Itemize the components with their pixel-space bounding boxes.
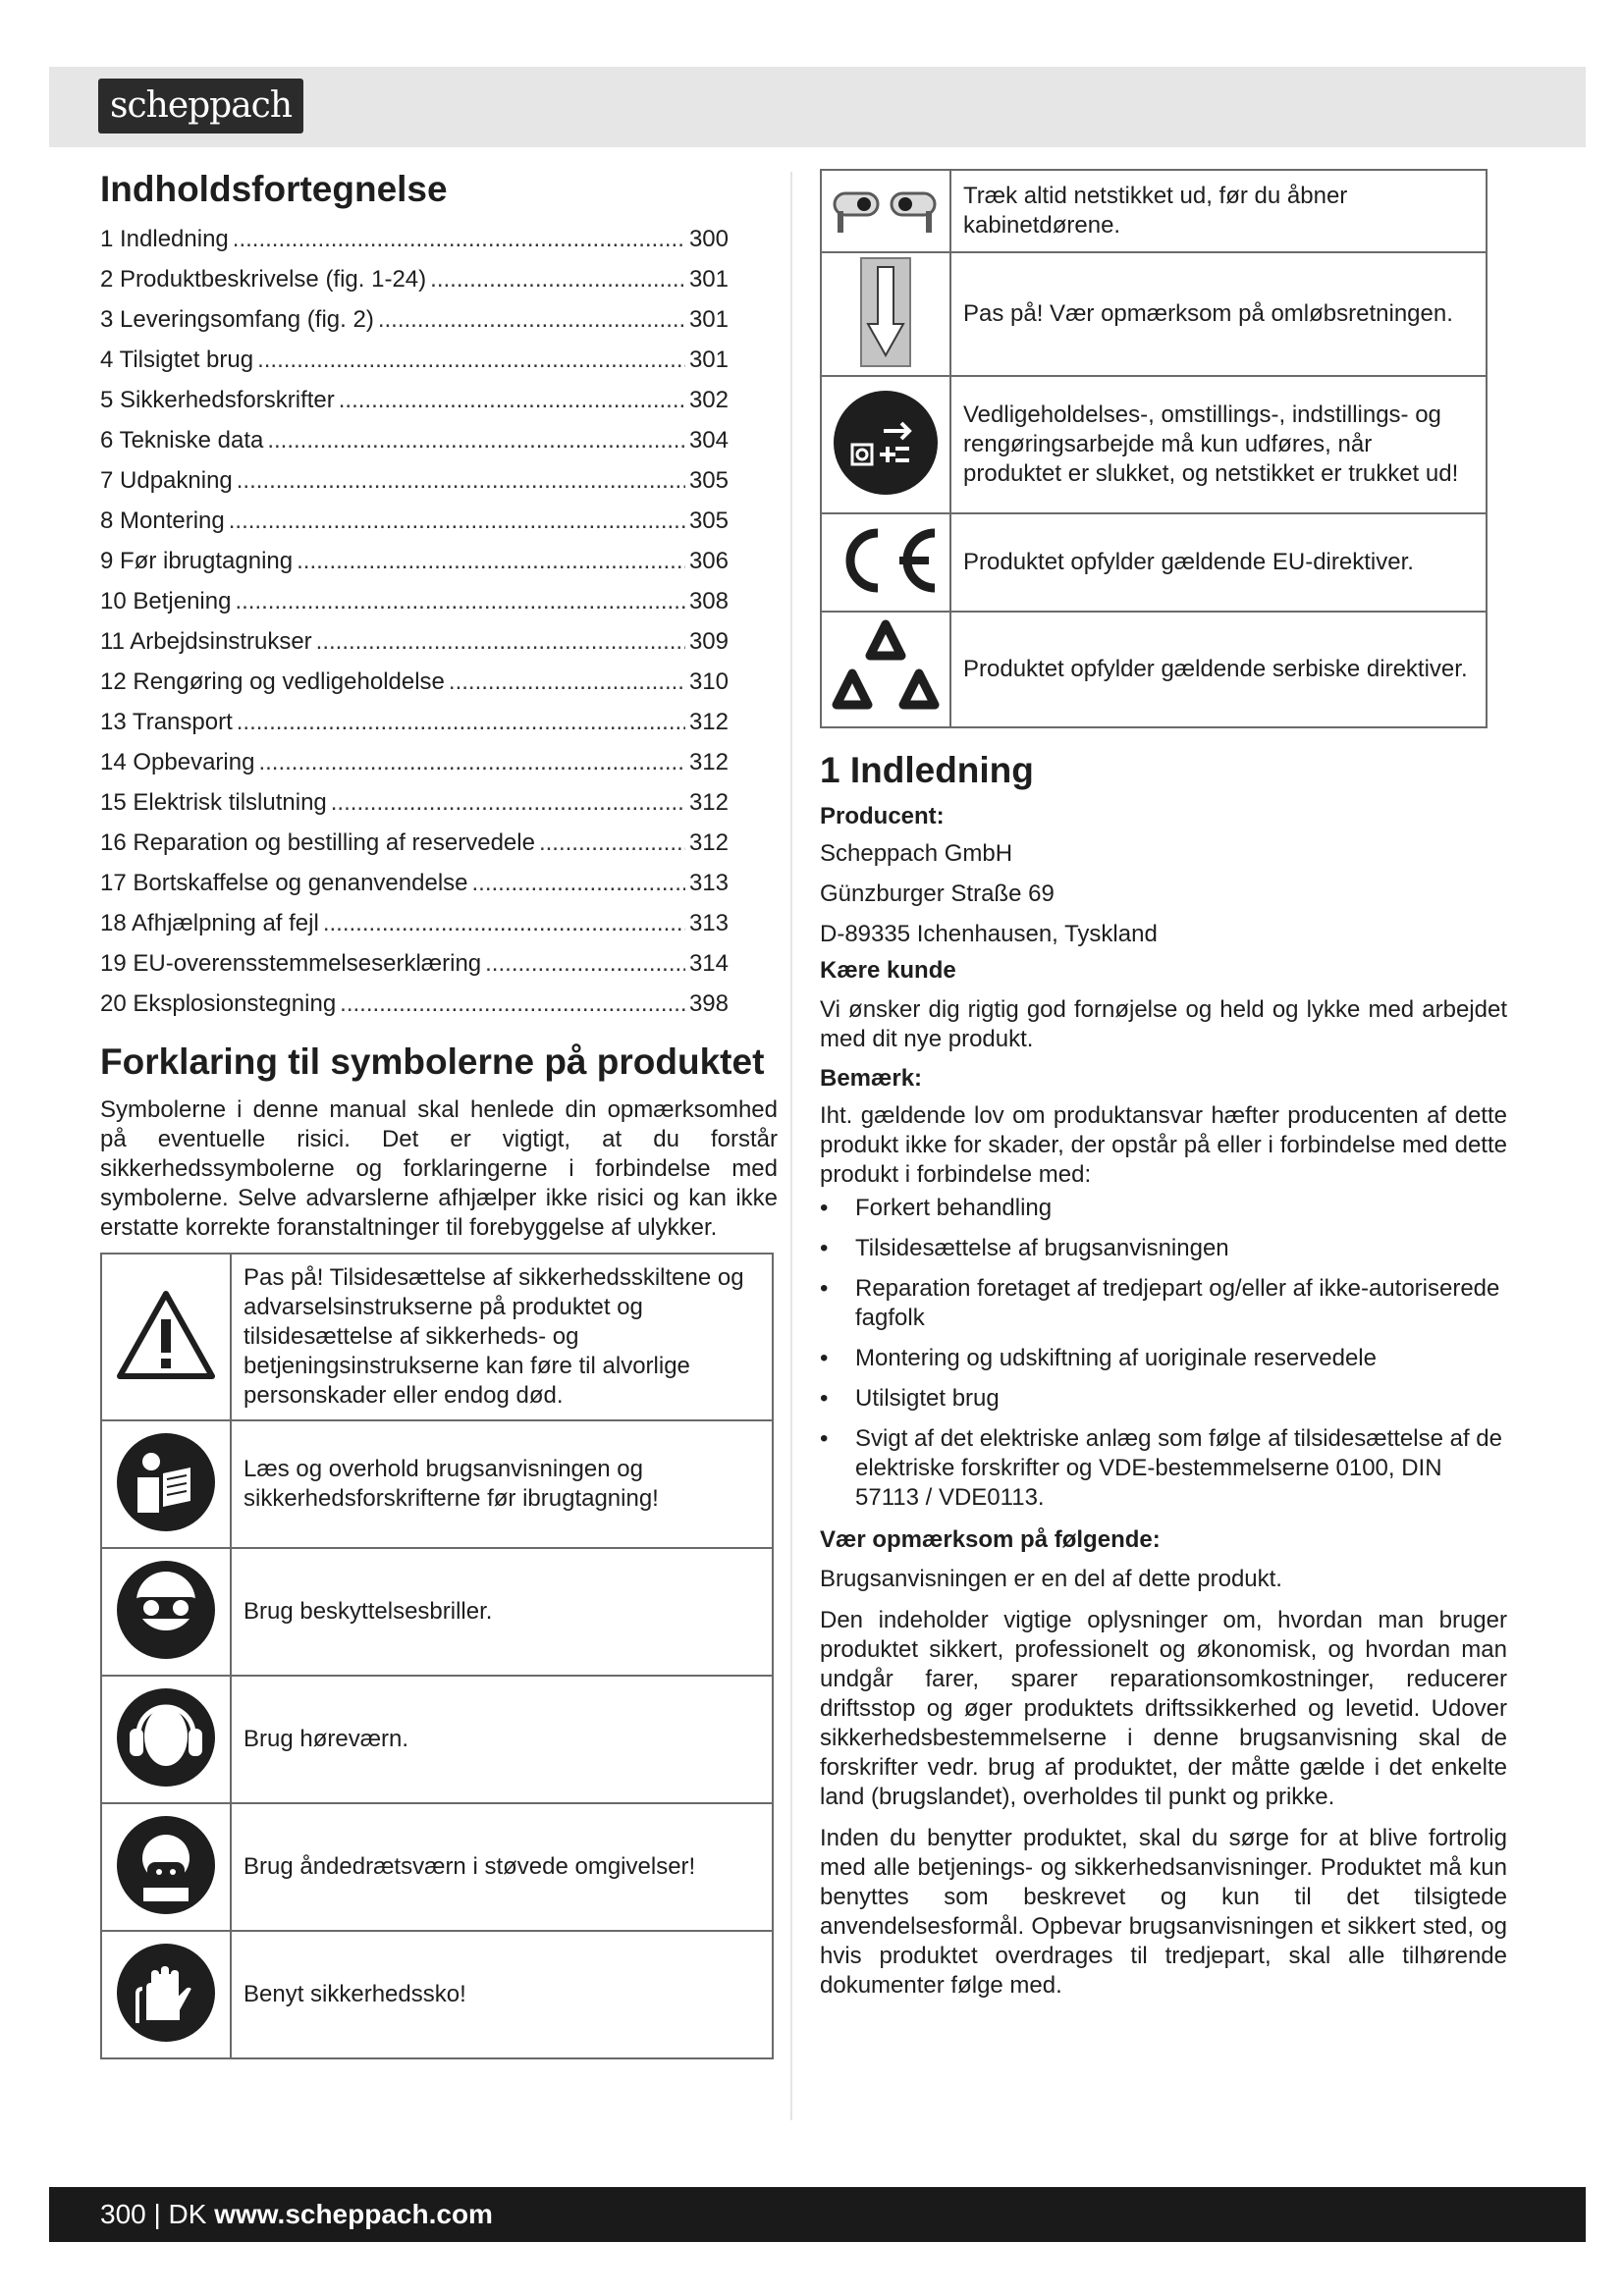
dear-customer-label: Kære kunde bbox=[820, 957, 956, 985]
list-item: • Reparation foretaget af tredjepart og/eller af ikke-autoriserede fagfolk bbox=[820, 1274, 1507, 1333]
toc-item[interactable]: 7 Udpakning ..... 305 bbox=[100, 460, 729, 501]
symbol-row bbox=[821, 513, 1487, 612]
direction-arrow-icon bbox=[860, 257, 911, 367]
ear-protection-icon bbox=[114, 1685, 218, 1789]
toc-item[interactable]: 20 Eksplosionstegning ..... 398 bbox=[100, 984, 729, 1024]
toc-item[interactable]: 16 Reparation og bestilling af reservedele ..... 312 bbox=[100, 823, 729, 863]
maintenance-unplug-icon bbox=[831, 388, 941, 498]
list-item: • Forkert behandling bbox=[820, 1194, 1507, 1223]
column-divider bbox=[790, 172, 792, 2120]
page-info: 300 | DK bbox=[100, 2199, 207, 2229]
symbols-table-left bbox=[100, 1253, 774, 2059]
producer-line: Günzburger Straße 69 bbox=[820, 881, 1055, 908]
read-manual-icon bbox=[114, 1430, 218, 1534]
unplug-icon bbox=[827, 174, 945, 244]
symbol-row bbox=[821, 612, 1487, 727]
toc-item[interactable]: 13 Transport ..... 312 bbox=[100, 702, 729, 742]
symbols-intro: Symbolerne i denne manual skal henlede din opmærksomhed på eventuelle risici. Det er vigtigt, at du forstår sikkerhedssymbolerne og forklaringerne i forbindelse med symbolerne. Selve advarslerne afhjælper ikke risici og kan ikke erstatte korrekte foranstaltninger til forebyggelse af ulykker. bbox=[100, 1096, 778, 1242]
website-link[interactable]: www.scheppach.com bbox=[214, 2199, 493, 2229]
symbol-row bbox=[821, 170, 1487, 252]
toc-item[interactable]: 5 Sikkerhedsforskrifter ..... 302 bbox=[100, 380, 729, 420]
producer-line: D-89335 Ichenhausen, Tyskland bbox=[820, 921, 1158, 948]
symbol-text: Brug høreværn. bbox=[231, 1676, 773, 1803]
symbol-row bbox=[101, 1254, 773, 1420]
symbol-text: Læs og overhold brugsanvisningen og sikkerhedsforskrifterne før ibrugtagning! bbox=[231, 1420, 773, 1548]
table-of-contents bbox=[100, 219, 778, 1024]
scheppach-logo: scheppach bbox=[98, 79, 303, 133]
toc-item[interactable]: 10 Betjening ..... 308 bbox=[100, 581, 729, 621]
ce-mark-icon bbox=[829, 523, 943, 598]
toc-item[interactable]: 14 Opbevaring ..... 312 bbox=[100, 742, 729, 782]
symbol-row bbox=[101, 1676, 773, 1803]
symbol-row bbox=[101, 1548, 773, 1676]
symbols-table-right bbox=[820, 169, 1488, 728]
toc-item[interactable]: 8 Montering ..... 305 bbox=[100, 501, 729, 541]
symbol-row bbox=[101, 1803, 773, 1931]
symbol-text: Benyt sikkerhedssko! bbox=[231, 1931, 773, 2058]
respirator-icon bbox=[114, 1813, 218, 1917]
symbols-title: Forklaring til symbolerne på produktet bbox=[100, 1041, 765, 1083]
intro-title: 1 Indledning bbox=[820, 750, 1034, 790]
toc-item[interactable]: 2 Produktbeskrivelse (fig. 1-24) ..... 301 bbox=[100, 259, 729, 299]
symbol-row bbox=[101, 1931, 773, 2058]
warning-triangle-icon bbox=[117, 1290, 215, 1380]
toc-item[interactable]: 12 Rengøring og vedligeholdelse ..... 310 bbox=[100, 662, 729, 702]
dear-customer-text: Vi ønsker dig rigtig god fornøjelse og held og lykke med arbejdet med dit nye produkt. bbox=[820, 996, 1507, 1053]
producer-label: Producent: bbox=[820, 803, 945, 830]
symbol-row bbox=[821, 376, 1487, 513]
liability-list bbox=[820, 1194, 1507, 1513]
note-text: Iht. gældende lov om produktansvar hæfter producenten af dette produkt ikke for skader, der opstår på eller i forbindelse med dette produkt i forbindelse med: bbox=[820, 1102, 1507, 1189]
list-item: • Montering og udskiftning af uoriginale reservedele bbox=[820, 1344, 1507, 1373]
toc-item[interactable]: 19 EU-overensstemmelseserklæring ..... 314 bbox=[100, 943, 729, 984]
manual-paragraph: Inden du benytter produktet, skal du sørge for at blive fortrolig med alle betjenings- og sikkerhedsanvisninger. Produktet må kun benyttes som beskrevet og kun til det tilsigtede anvendelsesformål. Opbevar brugsanvisningen et sikkert sted, og hvis produktet overdrages til tredjepart, skal alle tilhørende dokumenter følge med. bbox=[820, 1825, 1507, 2000]
symbol-row bbox=[101, 1420, 773, 1548]
toc-item[interactable]: 18 Afhjælpning af fejl ..... 313 bbox=[100, 903, 729, 943]
producer-line: Scheppach GmbH bbox=[820, 840, 1013, 868]
manual-paragraph: Brugsanvisningen er en del af dette produkt. bbox=[820, 1566, 1282, 1593]
page-footer bbox=[49, 2187, 1586, 2242]
toc-item[interactable]: 6 Tekniske data ..... 304 bbox=[100, 420, 729, 460]
attention-label: Vær opmærksom på følgende: bbox=[820, 1526, 1161, 1554]
list-item: • Utilsigtet brug bbox=[820, 1384, 1507, 1414]
safety-gloves-icon bbox=[114, 1941, 218, 2045]
symbol-text: Træk altid netstikket ud, før du åbner kabinetdørene. bbox=[950, 170, 1487, 252]
toc-title: Indholdsfortegnelse bbox=[100, 169, 448, 209]
symbol-row bbox=[821, 252, 1487, 376]
symbol-text: Produktet opfylder gældende serbiske direktiver. bbox=[950, 612, 1487, 727]
symbol-text: Pas på! Vær opmærksom på omløbsretningen. bbox=[950, 252, 1487, 376]
safety-goggles-icon bbox=[114, 1558, 218, 1662]
list-item: • Tilsidesættelse af brugsanvisningen bbox=[820, 1234, 1507, 1263]
toc-item[interactable]: 4 Tilsigtet brug ..... 301 bbox=[100, 340, 729, 380]
toc-item[interactable]: 15 Elektrisk tilslutning ..... 312 bbox=[100, 782, 729, 823]
symbol-text: Vedligeholdelses-, omstillings-, indstillings- og rengøringsarbejde må kun udføres, når produktet er slukket, og netstikket er trukket ud! bbox=[950, 376, 1487, 513]
toc-item[interactable]: 9 Før ibrugtagning ..... 306 bbox=[100, 541, 729, 581]
toc-item[interactable]: 11 Arbejdsinstrukser ..... 309 bbox=[100, 621, 729, 662]
manual-paragraph: Den indeholder vigtige oplysninger om, hvordan man bruger produktet sikkert, professionelt og økonomisk, og hvordan man undgår farer, sparer reparationsomkostninger, reducerer driftsstop og øger produktets driftssikkerhed og levetid. Udover sikkerhedsbestemmelserne i denne brugsanvisning skal de forskrifter vedr. brug af produktet, der måtte gælde i det enkelte land (brugslandet), overholdes til punkt og prikke. bbox=[820, 1607, 1507, 1811]
list-item: • Svigt af det elektriske anlæg som følge af tilsidesættelse af de elektriske forskrifter og VDE-bestemmelserne 0100, DIN 57113 / VDE0113. bbox=[820, 1424, 1507, 1513]
serbian-mark-icon bbox=[831, 618, 941, 717]
left-column bbox=[100, 167, 778, 2059]
note-label: Bemærk: bbox=[820, 1065, 923, 1093]
symbol-text: Brug åndedrætsværn i støvede omgivelser! bbox=[231, 1803, 773, 1931]
right-column bbox=[820, 169, 1507, 2001]
symbol-text: Pas på! Tilsidesættelse af sikkerhedsskiltene og advarselsinstrukserne på produktet og tilsidesættelse af sikkerheds- og betjeningsinstrukserne kan føre til alvorlige personskader eller endog død. bbox=[231, 1254, 773, 1420]
toc-item[interactable]: 1 Indledning ..... 300 bbox=[100, 219, 729, 259]
symbol-text: Brug beskyttelsesbriller. bbox=[231, 1548, 773, 1676]
toc-item[interactable]: 3 Leveringsomfang (fig. 2) ..... 301 bbox=[100, 299, 729, 340]
symbol-text: Produktet opfylder gældende EU-direktiver. bbox=[950, 513, 1487, 612]
toc-item[interactable]: 17 Bortskaffelse og genanvendelse ..... 313 bbox=[100, 863, 729, 903]
